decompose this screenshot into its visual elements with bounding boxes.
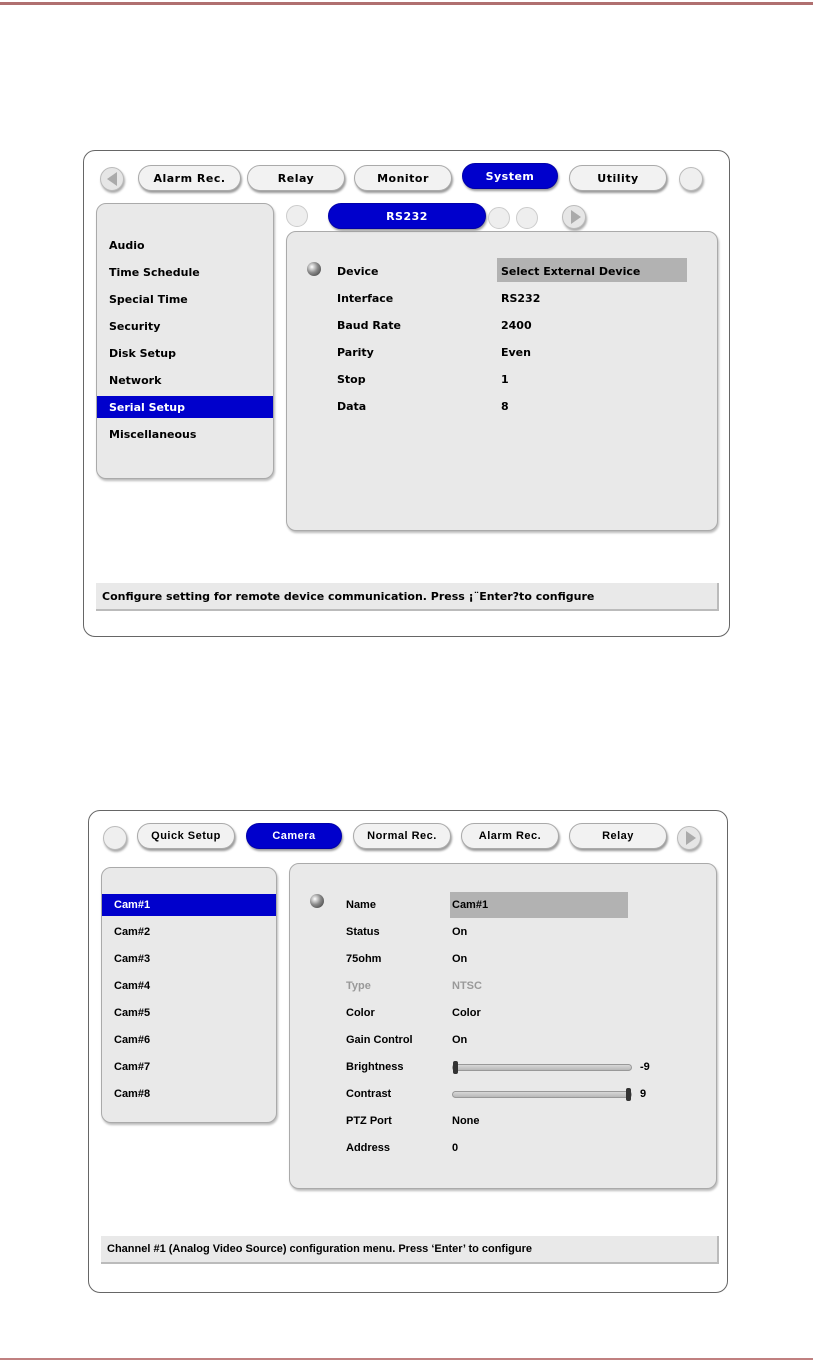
status-bar: Channel #1 (Analog Video Source) configuration menu. Press ‘Enter’ to configure (101, 1236, 719, 1264)
menu-item-cam5[interactable]: Cam#5 (114, 1007, 151, 1019)
menu-item-cam6[interactable]: Cam#6 (114, 1034, 151, 1046)
label-color: Color (346, 1007, 375, 1019)
label-contrast: Contrast (346, 1088, 392, 1100)
value-type: NTSC (452, 980, 482, 992)
arrow-left-icon (107, 172, 117, 186)
camera-settings-panel (289, 863, 717, 1189)
tab-alarm-rec[interactable]: Alarm Rec. (461, 823, 559, 849)
tab-monitor[interactable]: Monitor (354, 165, 452, 191)
arrow-right-icon (686, 831, 696, 845)
subtab-rs232[interactable]: RS232 (328, 203, 486, 229)
tab-system[interactable]: System (462, 163, 558, 189)
value-baud-rate[interactable]: 2400 (501, 319, 532, 332)
value-stop[interactable]: 1 (501, 373, 509, 386)
tab-relay[interactable]: Relay (247, 165, 345, 191)
value-device[interactable]: Select External Device (501, 265, 641, 278)
subtab-empty-1[interactable] (488, 207, 510, 229)
subtab-empty-2[interactable] (516, 207, 538, 229)
value-75ohm[interactable]: On (452, 953, 468, 965)
value-parity[interactable]: Even (501, 346, 531, 359)
menu-item-cam1[interactable]: Cam#1 (102, 894, 276, 916)
menu-item-time-schedule[interactable]: Time Schedule (109, 265, 200, 279)
label-data: Data (337, 400, 367, 413)
brightness-slider-thumb[interactable] (453, 1061, 458, 1074)
page-bottom-rule (0, 1358, 813, 1360)
label-status: Status (346, 926, 380, 938)
focus-bullet-icon (307, 262, 321, 276)
value-contrast: 9 (640, 1088, 647, 1100)
label-address: Address (346, 1142, 391, 1154)
label-device: Device (337, 265, 379, 278)
contrast-slider[interactable] (452, 1091, 632, 1098)
camera-list-panel (101, 867, 277, 1123)
system-serial-setup-screen (83, 150, 730, 637)
menu-item-cam4[interactable]: Cam#4 (114, 980, 151, 992)
label-gain-control: Gain Control (346, 1034, 413, 1046)
tab-next-button[interactable] (679, 167, 703, 191)
menu-item-security[interactable]: Security (109, 319, 161, 333)
tab-utility[interactable]: Utility (569, 165, 667, 191)
tab-alarm-rec[interactable]: Alarm Rec. (138, 165, 241, 191)
menu-item-cam2[interactable]: Cam#2 (114, 926, 151, 938)
value-address[interactable]: 0 (452, 1142, 459, 1154)
menu-item-disk-setup[interactable]: Disk Setup (109, 346, 176, 360)
focus-bullet-icon (310, 894, 324, 908)
value-data[interactable]: 8 (501, 400, 509, 413)
tab-prev-button[interactable] (103, 826, 127, 850)
label-parity: Parity (337, 346, 374, 359)
subtab-prev-shape (286, 205, 308, 227)
tab-next-button[interactable] (677, 826, 701, 850)
menu-item-cam7[interactable]: Cam#7 (114, 1061, 151, 1073)
contrast-slider-thumb[interactable] (626, 1088, 631, 1101)
menu-item-cam8[interactable]: Cam#8 (114, 1088, 151, 1100)
page-top-rule (0, 2, 813, 5)
label-baud-rate: Baud Rate (337, 319, 401, 332)
camera-setup-screen (88, 810, 728, 1293)
status-bar: Configure setting for remote device communication. Press ¡¨Enter?to configure (96, 583, 719, 611)
label-brightness: Brightness (346, 1061, 404, 1073)
value-ptz-port[interactable]: None (452, 1115, 480, 1127)
arrow-right-icon (571, 210, 581, 224)
value-status[interactable]: On (452, 926, 468, 938)
tab-quick-setup[interactable]: Quick Setup (137, 823, 235, 849)
value-name[interactable]: Cam#1 (452, 899, 489, 911)
label-interface: Interface (337, 292, 394, 305)
tab-prev-button[interactable] (100, 167, 124, 191)
value-color[interactable]: Color (452, 1007, 481, 1019)
system-menu-panel (96, 203, 274, 479)
label-75ohm: 75ohm (346, 953, 382, 965)
value-gain-control[interactable]: On (452, 1034, 468, 1046)
menu-item-audio[interactable]: Audio (109, 238, 145, 252)
value-interface[interactable]: RS232 (501, 292, 541, 305)
value-brightness: -9 (640, 1061, 650, 1073)
menu-item-miscellaneous[interactable]: Miscellaneous (109, 427, 197, 441)
label-name: Name (346, 899, 376, 911)
tab-normal-rec[interactable]: Normal Rec. (353, 823, 451, 849)
brightness-slider[interactable] (452, 1064, 632, 1071)
subtab-next-button[interactable] (562, 205, 586, 229)
tab-relay[interactable]: Relay (569, 823, 667, 849)
menu-item-serial-setup[interactable]: Serial Setup (97, 396, 273, 418)
tab-camera[interactable]: Camera (246, 823, 342, 849)
menu-item-network[interactable]: Network (109, 373, 162, 387)
label-type: Type (346, 980, 371, 992)
label-ptz-port: PTZ Port (346, 1115, 392, 1127)
menu-item-special-time[interactable]: Special Time (109, 292, 188, 306)
menu-item-cam3[interactable]: Cam#3 (114, 953, 151, 965)
label-stop: Stop (337, 373, 366, 386)
serial-settings-panel (286, 231, 718, 531)
